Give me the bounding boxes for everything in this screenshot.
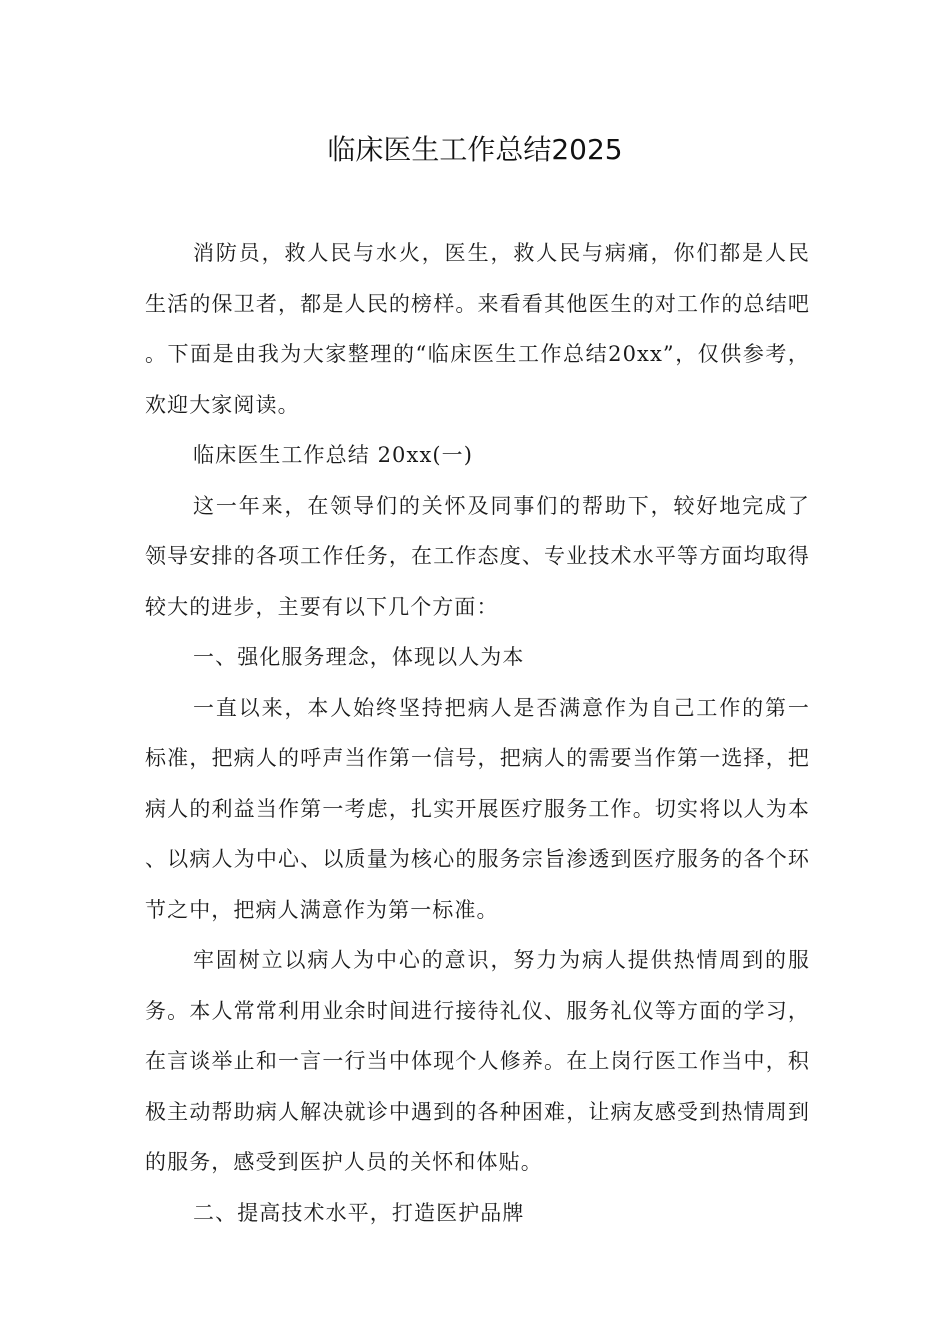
subsection-heading-1: 一、强化服务理念，体现以人为本 — [193, 645, 525, 669]
subsection-heading-2: 二、提高技术水平，打造医护品牌 — [193, 1200, 525, 1225]
section-heading-part-one: 临床医生工作总结 20xx(一) — [193, 443, 474, 467]
document-body — [145, 228, 810, 1238]
document-title: 临床医生工作总结2025 — [327, 133, 623, 166]
paragraph-service-attitude: 牢固树立以病人为中心的意识，努力为病人提供热情周到的服务。本人常常利用业余时间进行接待礼仪、服务礼仪等方面的学习，在言谈举止和一言一行当中体现个人修养。在上岗行医工作当中，积极主动帮助病人解决就诊中遇到的各种困难，让病友感受到热情周到的服务，感受到医护人员的关怀和体贴。 — [145, 948, 810, 1174]
paragraph-intro: 消防员，救人民与水火，医生，救人民与病痛，你们都是人民生活的保卫者，都是人民的榜样。来看看其他医生的对工作的总结吧。下面是由我为大家整理的“临床医生工作总结20xx”，仅供参考，欢迎大家阅读。 — [145, 241, 810, 417]
paragraph-patient-first: 一直以来，本人始终坚持把病人是否满意作为自己工作的第一标准，把病人的呼声当作第一信号，把病人的需要当作第一选择，把病人的利益当作第一考虑，扎实开展医疗服务工作。切实将以人为本、以病人为中心、以质量为核心的服务宗旨渗透到医疗服务的各个环节之中，把病人满意作为第一标准。 — [145, 695, 810, 922]
paragraph-overview: 这一年来，在领导们的关怀及同事们的帮助下，较好地完成了领导安排的各项工作任务，在工作态度、专业技术水平等方面均取得较大的进步，主要有以下几个方面： — [145, 493, 810, 619]
